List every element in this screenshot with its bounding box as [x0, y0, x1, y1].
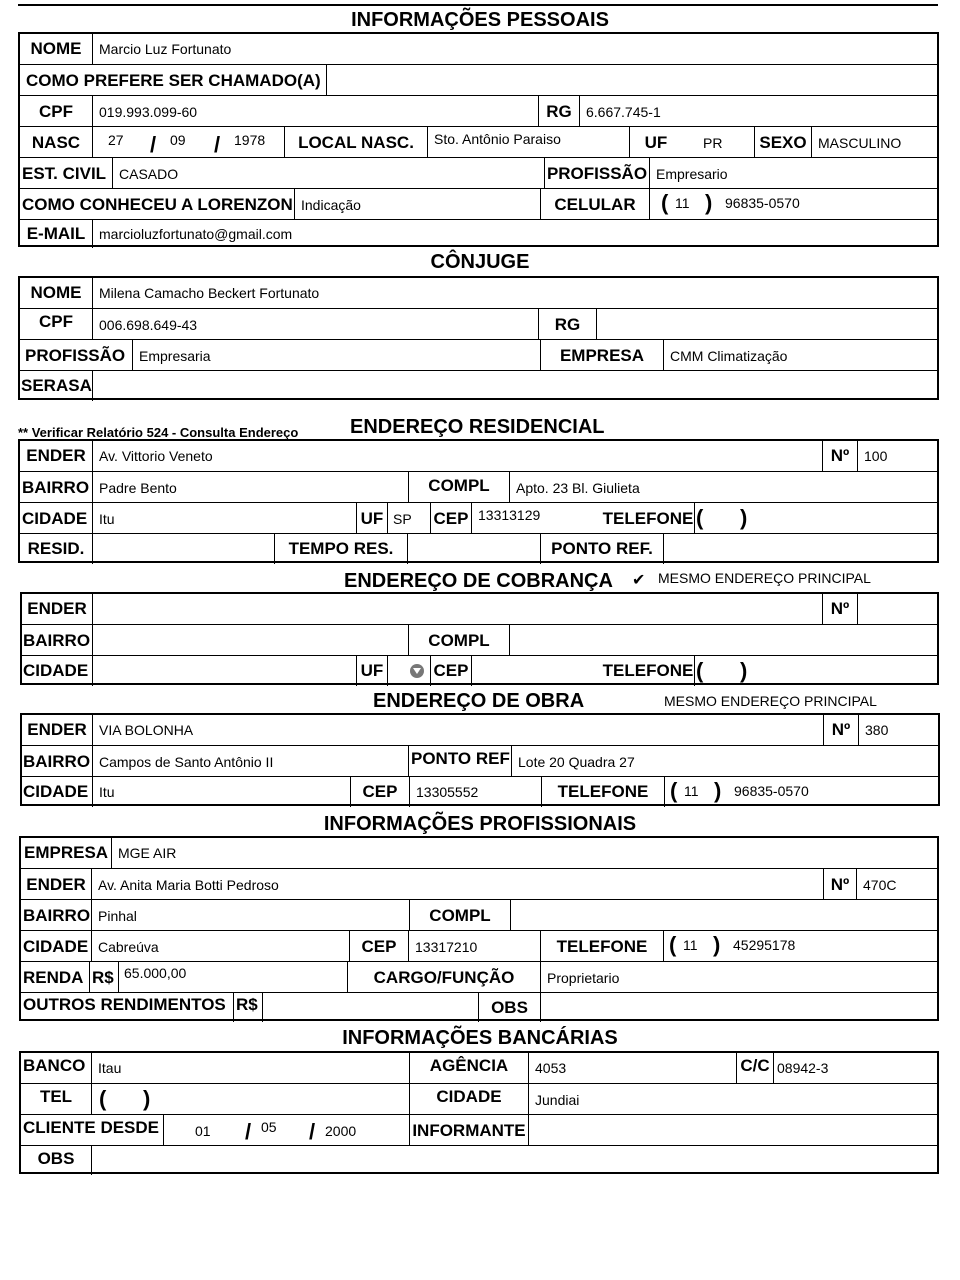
label-prof-bairro: BAIRRO	[23, 905, 91, 925]
label-como-conheceu: COMO CONHECEU A LORENZON	[22, 194, 293, 214]
work-address-grid	[20, 713, 940, 806]
personal-info-grid	[18, 32, 939, 247]
label-prof-empresa: EMPRESA	[24, 843, 109, 862]
row-prof-cidade	[21, 930, 937, 962]
obra-cidade-field[interactable]: Itu	[99, 784, 115, 800]
label-res-telefone: TELEFONE	[602, 508, 694, 528]
bank-info-grid	[19, 1051, 939, 1174]
row-banco	[21, 1053, 937, 1083]
label-cliente-desde: CLIENTE DESDE	[23, 1118, 160, 1137]
prof-compl-field[interactable]	[512, 900, 937, 931]
label-obra-ponto-ref: PONTO REF	[411, 749, 510, 768]
row-obra-bairro	[22, 745, 938, 777]
row-res-cidade	[20, 502, 937, 534]
label-prof-ender: ENDER	[26, 874, 86, 894]
cob-tel-paren-open: (	[696, 658, 704, 683]
conjuge-empresa-field[interactable]: CMM Climatização	[670, 347, 788, 364]
label-uf: UF	[644, 132, 668, 152]
est-civil-field[interactable]: CASADO	[119, 165, 179, 182]
res-tel-paren-close: )	[740, 505, 748, 530]
row-res-ender	[20, 441, 937, 471]
obra-ender-field[interactable]: VIA BOLONHA	[99, 722, 194, 738]
label-res-ponto-ref: PONTO REF.	[551, 539, 653, 558]
row-cpf	[20, 95, 937, 127]
label-obra-ender: ENDER	[27, 720, 87, 739]
label-cob-numero: Nº	[830, 599, 850, 618]
nasc-slash-1: /	[150, 132, 157, 157]
section-title-pessoais: INFORMAÇÕES PESSOAIS	[351, 9, 609, 31]
label-obra-cidade: CIDADE	[23, 782, 89, 801]
res-resid-field[interactable]	[94, 534, 274, 564]
cob-bairro-field[interactable]	[94, 625, 408, 656]
label-bank-obs: OBS	[37, 1149, 75, 1168]
sexo-field[interactable]: MASCULINO	[818, 134, 902, 151]
label-prof-compl: COMPL	[429, 905, 491, 925]
prof-telefone-field[interactable]	[665, 931, 937, 962]
label-res-compl: COMPL	[428, 476, 490, 495]
prof-ender-field[interactable]: Av. Anita Maria Botti Pedroso	[98, 876, 279, 893]
cob-numero-field[interactable]	[859, 594, 937, 624]
section-title-conjuge: CÔNJUGE	[430, 251, 530, 273]
email-field[interactable]: marcioluzfortunato@gmail.com	[99, 226, 293, 242]
billing-address-grid	[20, 592, 939, 685]
label-cob-uf: UF	[360, 661, 384, 680]
prof-obs-field[interactable]	[542, 993, 937, 1022]
uf-field[interactable]: PR	[703, 134, 723, 151]
bank-tel-field[interactable]	[93, 1084, 409, 1115]
label-email: E-MAIL	[26, 224, 86, 243]
label-profissao: PROFISSÃO	[546, 163, 648, 183]
prof-empresa-field[interactable]: MGE AIR	[118, 845, 177, 861]
como-conheceu-field[interactable]: Indicação	[301, 196, 361, 213]
res-numero-field[interactable]: 100	[864, 448, 888, 464]
label-prof-outros: OUTROS RENDIMENTOS	[23, 995, 226, 1014]
row-nasc	[20, 126, 937, 158]
res-ender-field[interactable]: Av. Vittorio Veneto	[99, 448, 213, 464]
celular-field[interactable]	[651, 189, 937, 220]
label-conjuge-empresa: EMPRESA	[559, 345, 645, 365]
cpf-field[interactable]: 019.993.099-60	[99, 103, 198, 120]
label-cpf: CPF	[39, 101, 73, 121]
chevron-down-icon[interactable]	[410, 664, 424, 678]
celular-paren-open: (	[661, 190, 669, 215]
profissao-field[interactable]: Empresario	[656, 165, 728, 182]
label-cc: C/C	[740, 1056, 770, 1075]
prof-outros-field[interactable]	[264, 993, 478, 1022]
desde-slash-2: /	[309, 1119, 316, 1144]
label-prof-cargo: CARGO/FUNÇÃO	[373, 967, 515, 987]
informante-field[interactable]	[530, 1115, 937, 1146]
row-conjuge-profissao	[20, 339, 937, 371]
prof-cep-field[interactable]: 13317210	[415, 938, 478, 955]
label-prof-cidade: CIDADE	[23, 936, 89, 956]
label-res-tempo: TEMPO RES.	[288, 539, 394, 558]
label-local-nasc: LOCAL NASC.	[298, 132, 414, 152]
section-title-residencial: ENDEREÇO RESIDENCIAL	[350, 416, 605, 438]
como-prefere-field[interactable]	[328, 65, 937, 96]
nasc-date-field[interactable]	[94, 127, 284, 158]
cob-uf-select[interactable]	[388, 656, 430, 686]
label-cob-cep: CEP	[433, 661, 469, 680]
res-compl-field[interactable]: Apto. 23 Bl. Giulieta	[516, 479, 640, 496]
label-obra-numero: Nº	[831, 720, 851, 739]
label-nasc: NASC	[31, 132, 81, 152]
label-prof-renda: RENDA	[23, 967, 84, 987]
prof-cidade-field[interactable]: Cabreúva	[98, 938, 159, 955]
row-cob-bairro	[22, 624, 937, 656]
row-prof-ender	[21, 868, 937, 900]
prof-cargo-field[interactable]: Proprietario	[547, 969, 620, 986]
conjuge-cpf-field[interactable]: 006.698.649-43	[99, 316, 198, 333]
row-bank-obs	[21, 1145, 937, 1175]
label-obra-telefone: TELEFONE	[557, 782, 649, 801]
row-serasa	[20, 370, 937, 401]
bank-cidade-field[interactable]: Jundiai	[535, 1091, 580, 1108]
obra-numero-field[interactable]: 380	[865, 722, 889, 738]
prof-tel-number: 45295178	[733, 937, 796, 953]
label-serasa: SERASA	[21, 376, 92, 395]
professional-info-grid	[19, 836, 939, 1021]
row-est-civil	[20, 157, 937, 189]
cob-cep-field[interactable]	[473, 656, 601, 686]
local-nasc-field[interactable]: Sto. Antônio Paraiso	[434, 131, 561, 147]
row-como-prefere	[20, 64, 937, 96]
label-res-cidade: CIDADE	[22, 508, 88, 528]
res-tel-paren-open: (	[696, 505, 704, 530]
obra-bairro-field[interactable]: Campos de Santo Antônio II	[99, 753, 274, 770]
label-res-bairro: BAIRRO	[22, 477, 90, 497]
label-conjuge-profissao: PROFISSÃO	[25, 345, 126, 365]
row-email	[20, 219, 937, 248]
prof-bairro-field[interactable]: Pinhal	[98, 907, 137, 924]
celular-ddd: 11	[675, 195, 690, 211]
nasc-year: 1978	[234, 132, 266, 148]
spouse-info-grid	[18, 276, 939, 400]
section-title-bancarias: INFORMAÇÕES BANCÁRIAS	[342, 1027, 618, 1049]
label-res-resid: RESID.	[27, 539, 85, 558]
note-relatorio: ** Verificar Relatório 524 - Consulta Endereço	[18, 425, 299, 440]
obra-tel-number: 96835-0570	[734, 783, 809, 799]
bank-obs-field[interactable]	[93, 1146, 937, 1175]
section-title-cobranca: ENDEREÇO DE COBRANÇA	[344, 570, 613, 592]
label-como-prefere: COMO PREFERE SER CHAMADO(A)	[26, 70, 321, 90]
row-como-conheceu	[20, 188, 937, 220]
cob-ender-field[interactable]	[94, 594, 824, 624]
label-est-civil: EST. CIVIL	[22, 163, 107, 183]
bank-tel-paren-close: )	[143, 1086, 151, 1111]
desde-month: 05	[261, 1119, 277, 1135]
label-banco: BANCO	[23, 1056, 86, 1075]
label-obra-bairro: BAIRRO	[23, 751, 91, 771]
row-conjuge-nome	[20, 278, 937, 308]
row-nome	[20, 34, 937, 64]
label-conjuge-nome: NOME	[30, 283, 82, 302]
conjuge-profissao-field[interactable]: Empresaria	[139, 347, 211, 364]
cob-telefone-field[interactable]	[696, 656, 937, 686]
row-prof-bairro	[21, 899, 937, 931]
row-conjuge-cpf	[20, 308, 937, 340]
section-title-profissionais: INFORMAÇÕES PROFISSIONAIS	[323, 813, 637, 835]
desde-year: 2000	[325, 1123, 357, 1139]
label-celular: CELULAR	[554, 194, 636, 214]
obra-ponto-ref-field[interactable]: Lote 20 Quadra 27	[518, 753, 635, 770]
conjuge-rg-field[interactable]	[598, 309, 937, 340]
mesmo-endereco-check-icon[interactable]: ✔	[632, 572, 646, 589]
label-rg: RG	[546, 101, 572, 121]
row-obra-cidade	[22, 776, 938, 807]
desde-day: 01	[195, 1123, 211, 1139]
cob-compl-field[interactable]	[511, 625, 937, 656]
cob-tel-paren-close: )	[740, 658, 748, 683]
nome-field[interactable]: Marcio Luz Fortunato	[99, 41, 232, 57]
label-prof-rs: R$	[92, 967, 114, 987]
row-obra-ender	[22, 715, 938, 745]
prof-tel-paren-open: (	[669, 932, 677, 957]
label-res-uf: UF	[360, 508, 384, 528]
label-cob-compl: COMPL	[428, 630, 490, 650]
label-obra-cep: CEP	[362, 782, 398, 801]
row-cob-ender	[22, 594, 937, 624]
label-prof-cep: CEP	[361, 936, 397, 956]
label-prof-telefone: TELEFONE	[556, 936, 648, 956]
label-nome: NOME	[30, 39, 82, 58]
celular-paren-close: )	[705, 190, 713, 215]
nasc-day: 27	[108, 132, 124, 148]
res-tempo-field[interactable]	[409, 534, 540, 564]
res-uf-field[interactable]: SP	[393, 510, 412, 527]
cc-field[interactable]: 08942-3	[777, 1060, 829, 1076]
label-conjuge-rg: RG	[554, 314, 581, 334]
prof-renda-field[interactable]: 65.000,00	[124, 965, 187, 981]
label-prof-outros-rs: R$	[236, 995, 258, 1014]
serasa-field[interactable]	[94, 371, 937, 401]
label-cob-bairro: BAIRRO	[23, 630, 91, 650]
prof-tel-ddd: 11	[683, 937, 698, 953]
cob-cidade-field[interactable]	[94, 656, 356, 686]
cliente-desde-field[interactable]	[165, 1115, 409, 1146]
res-cidade-field[interactable]: Itu	[99, 510, 115, 527]
label-res-cep: CEP	[433, 508, 469, 528]
row-cliente-desde	[21, 1114, 937, 1146]
obra-tel-paren-open: (	[670, 778, 678, 803]
row-prof-renda	[21, 961, 937, 993]
row-res-bairro	[20, 471, 937, 503]
obra-tel-ddd: 11	[684, 783, 699, 799]
row-bank-tel	[21, 1083, 937, 1115]
row-prof-outros	[21, 992, 937, 1022]
label-conjuge-cpf: CPF	[39, 312, 73, 331]
agencia-field[interactable]: 4053	[535, 1060, 567, 1076]
nasc-month: 09	[170, 132, 186, 148]
label-cob-ender: ENDER	[27, 599, 87, 618]
label-bank-cidade: CIDADE	[436, 1087, 502, 1106]
obra-tel-paren-close: )	[714, 778, 722, 803]
conjuge-nome-field[interactable]: Milena Camacho Beckert Fortunato	[99, 285, 320, 301]
desde-slash-1: /	[245, 1119, 252, 1144]
label-res-numero: Nº	[830, 446, 850, 465]
prof-tel-paren-close: )	[713, 932, 721, 957]
res-cep-field[interactable]: 13313129	[478, 507, 541, 523]
row-res-resid	[20, 533, 937, 564]
row-cob-cidade	[22, 655, 937, 686]
obra-telefone-field[interactable]	[666, 777, 938, 807]
row-prof-empresa	[21, 838, 937, 868]
cobranca-mesmo-endereco: MESMO ENDEREÇO PRINCIPAL	[658, 570, 871, 586]
obra-cep-field[interactable]: 13305552	[416, 784, 479, 800]
residential-address-grid	[18, 439, 939, 563]
obra-mesmo-endereco: MESMO ENDEREÇO PRINCIPAL	[664, 693, 877, 709]
label-prof-numero: Nº	[830, 874, 850, 894]
label-sexo: SEXO	[759, 132, 807, 152]
label-bank-tel: TEL	[39, 1087, 73, 1106]
label-cob-telefone: TELEFONE	[602, 661, 694, 680]
top-rule	[18, 0, 938, 6]
res-telefone-field[interactable]	[696, 503, 937, 534]
res-bairro-field[interactable]: Padre Bento	[99, 479, 177, 496]
section-title-obra: ENDEREÇO DE OBRA	[373, 690, 585, 712]
label-informante: INFORMANTE	[412, 1120, 526, 1140]
bank-tel-paren-open: (	[99, 1086, 107, 1111]
label-prof-obs: OBS	[491, 997, 528, 1017]
label-cob-cidade: CIDADE	[23, 661, 89, 680]
prof-numero-field[interactable]: 470C	[863, 876, 897, 893]
nasc-slash-2: /	[214, 132, 221, 157]
banco-field[interactable]: Itau	[98, 1060, 122, 1076]
rg-field[interactable]: 6.667.745-1	[586, 103, 661, 120]
res-ponto-ref-field[interactable]	[665, 534, 937, 564]
label-agencia: AGÊNCIA	[429, 1056, 509, 1075]
label-res-ender: ENDER	[26, 446, 86, 465]
celular-number: 96835-0570	[725, 195, 800, 211]
